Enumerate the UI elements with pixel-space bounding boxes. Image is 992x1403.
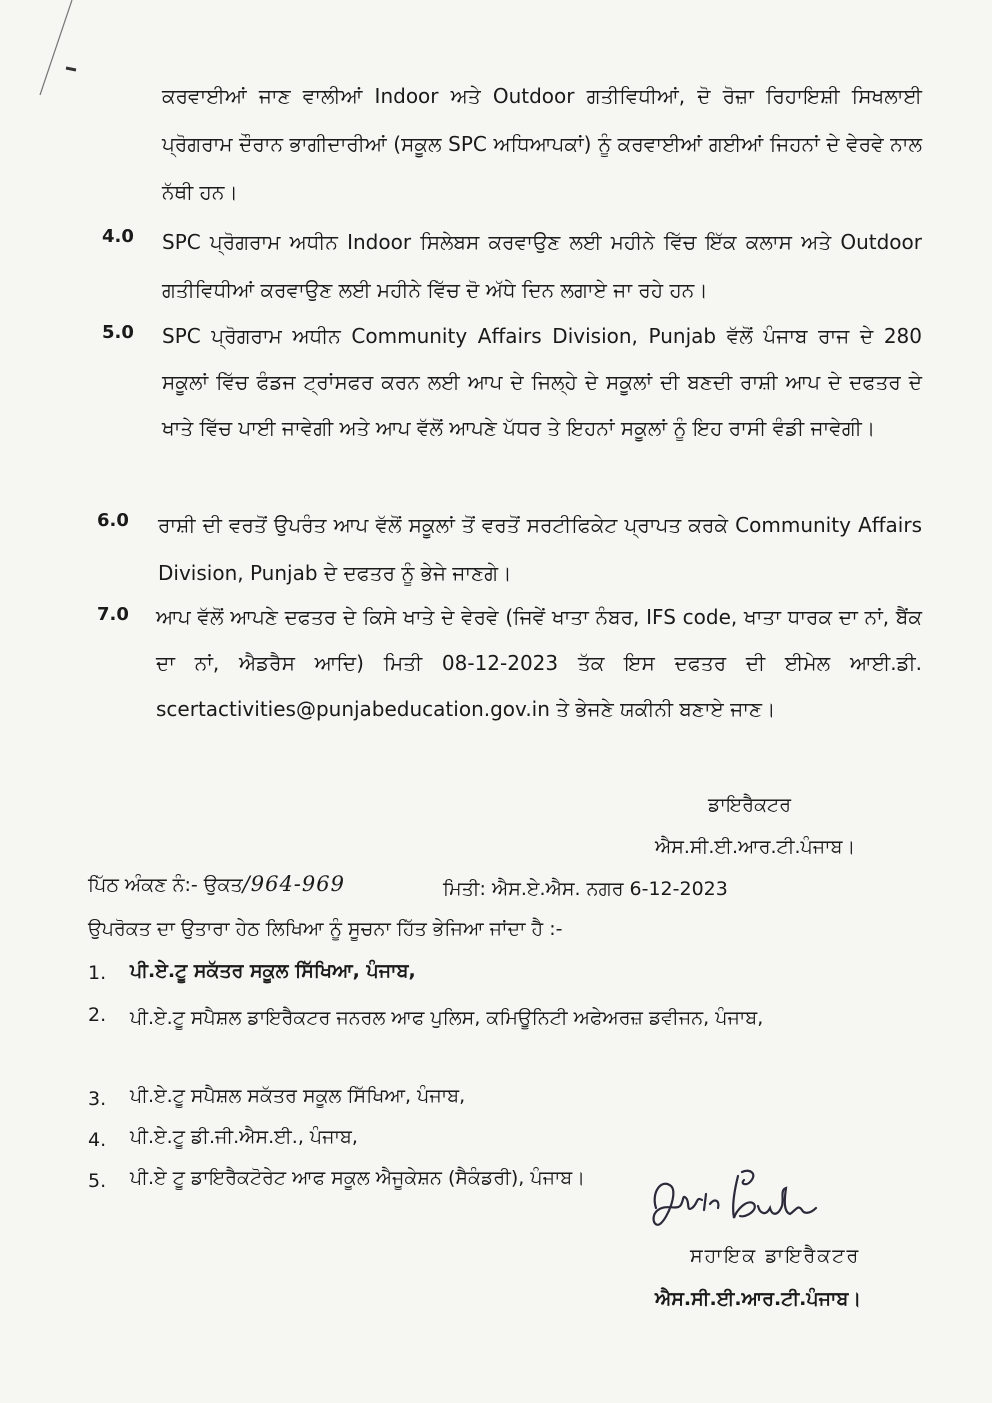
recipient-text: ਪੀ.ਏ.ਟੂ ਸਕੱਤਰ ਸਕੂਲ ਸਿੱਖਿਆ, ਪੰਜਾਬ, <box>130 960 416 982</box>
item-text: SPC ਪ੍ਰੋਗਰਾਮ ਅਧੀਨ Indoor ਸਿਲੇਬਸ ਕਰਵਾਉਣ ਲਈ ਮਹੀਨੇ ਵਿੱਚ ਇੱਕ ਕਲਾਸ ਅਤੇ Outdoor ਗਤੀਵਿਧੀਆਂ ਕਰਵਾਉਣ ਲਈ ਮਹੀਨੇ ਵਿੱਚ ਦੋ ਅੱਧੇ ਦਿਨ ਲਗਾਏ ਜਾ ਰਹੇ ਹਨ। <box>162 230 922 302</box>
item-number: 6.0 <box>97 510 129 531</box>
item-number: 4.0 <box>102 226 134 247</box>
assistant-director-title: ਸਹਾਇਕ ਡਾਇਰੈਕਟਰ <box>690 1245 861 1267</box>
recipient-text: ਪੀ.ਏ ਟੂ ਡਾਇਰੈਕਟੋਰੇਟ ਆਫ ਸਕੂਲ ਐਜੂਕੇਸ਼ਨ (ਸੈਕੰਡਰੀ), ਪੰਜਾਬ। <box>130 1167 586 1189</box>
recipient-text: ਪੀ.ਏ.ਟੂ ਸਪੈਸ਼ਲ ਸਕੱਤਰ ਸਕੂਲ ਸਿੱਖਿਆ, ਪੰਜਾਬ, <box>130 1085 466 1107</box>
handwritten-endorsement-number: /964-969 <box>242 872 345 896</box>
intro-paragraph: ਕਰਵਾਈਆਂ ਜਾਣ ਵਾਲੀਆਂ Indoor ਅਤੇ Outdoor ਗਤੀਵਿਧੀਆਂ, ਦੋ ਰੋਜ਼ਾ ਰਿਹਾਇਸ਼ੀ ਸਿਖਲਾਈ ਪ੍ਰੋਗਰਾਮ ਦੌਰਾਨ ਭਾਗੀਦਾਰੀਆਂ (ਸਕੂਲ SPC ਅਧਿਆਪਕਾਂ) ਨੂੰ ਕਰਵਾਈਆਂ ਗਈਆਂ ਜਿਹਨਾਂ ਦੇ ਵੇਰਵੇ ਨਾਲ ਨੱਥੀ ਹਨ। <box>162 84 922 204</box>
recipient-number: 1. <box>88 962 107 984</box>
recipient-number: 2. <box>88 1004 107 1026</box>
handwritten-signature <box>646 1158 826 1238</box>
item-text: ਆਪ ਵੱਲੋਂ ਆਪਣੇ ਦਫਤਰ ਦੇ ਕਿਸੇ ਖਾਤੇ ਦੇ ਵੇਰਵੇ (ਜਿਵੇਂ ਖਾਤਾ ਨੰਬਰ, IFS code, ਖਾਤਾ ਧਾਰਕ ਦਾ ਨਾਂ, ਬੈਂਕ ਦਾ ਨਾਂ, ਐਡਰੈਸ ਆਦਿ) ਮਿਤੀ 08-12-2023 ਤੱਕ ਇਸ ਦਫਤਰ ਦੀ ਈਮੇਲ ਆਈ.ਡੀ. scertactivities@punjabeducation.gov.in ਤੇ ਭੇਜਣੇ ਯਕੀਨੀ ਬਣਾਏ ਜਾਣ। <box>156 605 922 721</box>
item-number: 7.0 <box>97 604 129 625</box>
item-text: SPC ਪ੍ਰੋਗਰਾਮ ਅਧੀਨ Community Affairs Division, Punjab ਵੱਲੋਂ ਪੰਜਾਬ ਰਾਜ ਦੇ 280 ਸਕੂਲਾਂ ਵਿੱਚ ਫੰਡਜ ਟ੍ਰਾਂਸਫਰ ਕਰਨ ਲਈ ਆਪ ਦੇ ਜਿਲ੍ਹੇ ਦੇ ਸਕੂਲਾਂ ਦੀ ਬਣਦੀ ਰਾਸ਼ੀ ਆਪ ਦੇ ਦਫਤਰ ਦੇ ਖਾਤੇ ਵਿੱਚ ਪਾਈ ਜਾਵੇਗੀ ਅਤੇ ਆਪ ਵੱਲੋਂ ਆਪਣੇ ਪੱਧਰ ਤੇ ਇਹਨਾਂ ਸਕੂਲਾਂ ਨੂੰ ਇਹ ਰਾਸੀ ਵੰਡੀ ਜਾਵੇਗੀ। <box>162 324 922 440</box>
item-text: ਰਾਸ਼ੀ ਦੀ ਵਰਤੋਂ ਉਪਰੰਤ ਆਪ ਵੱਲੋਂ ਸਕੂਲਾਂ ਤੋਂ ਵਰਤੋਂ ਸਰਟੀਫਿਕੇਟ ਪ੍ਰਾਪਤ ਕਰਕੇ Community Affairs Division, Punjab ਦੇ ਦਫਤਰ ਨੂੰ ਭੇਜੇ ਜਾਣਗੇ। <box>158 513 922 585</box>
endorsement-label <box>88 872 345 896</box>
recipient-text: ਪੀ.ਏ.ਟੂ ਡੀ.ਜੀ.ਐਸ.ਈ., ਪੰਜਾਬ, <box>130 1126 358 1148</box>
endorsement-number-label: ਪਿੱਠ ਅੰਕਣ ਨੰ:- ਉਕਤ <box>88 874 243 896</box>
endorsement-date: ਮਿਤੀ: ਐਸ.ਏ.ਐਸ. ਨਗਰ 6-12-2023 <box>443 878 728 900</box>
recipient-number: 3. <box>88 1088 107 1110</box>
item-number: 5.0 <box>102 322 134 343</box>
endorsement-intro: ਉਪਰੋਕਤ ਦਾ ਉਤਾਰਾ ਹੇਠ ਲਿਖਿਆ ਨੂੰ ਸੂਚਨਾ ਹਿੱਤ ਭੇਜਿਆ ਜਾਂਦਾ ਹੈ :- <box>88 918 563 940</box>
assistant-director-office: ਐਸ.ਸੀ.ਈ.ਆਰ.ਟੀ.ਪੰਜਾਬ। <box>655 1288 862 1310</box>
recipient-number: 5. <box>88 1170 107 1192</box>
director-title: ਡਾਇਰੈਕਟਰ <box>708 794 791 816</box>
director-office: ਐਸ.ਸੀ.ਈ.ਆਰ.ਟੀ.ਪੰਜਾਬ। <box>655 836 856 858</box>
recipient-number: 4. <box>88 1129 107 1151</box>
recipient-text: ਪੀ.ਏ.ਟੂ ਸਪੈਸ਼ਲ ਡਾਇਰੈਕਟਰ ਜਨਰਲ ਆਫ ਪੁਲਿਸ, ਕਮਿਊਨਿਟੀ ਅਫੇਅਰਜ਼ ਡਵੀਜਨ, ਪੰਜਾਬ, <box>130 1007 764 1029</box>
